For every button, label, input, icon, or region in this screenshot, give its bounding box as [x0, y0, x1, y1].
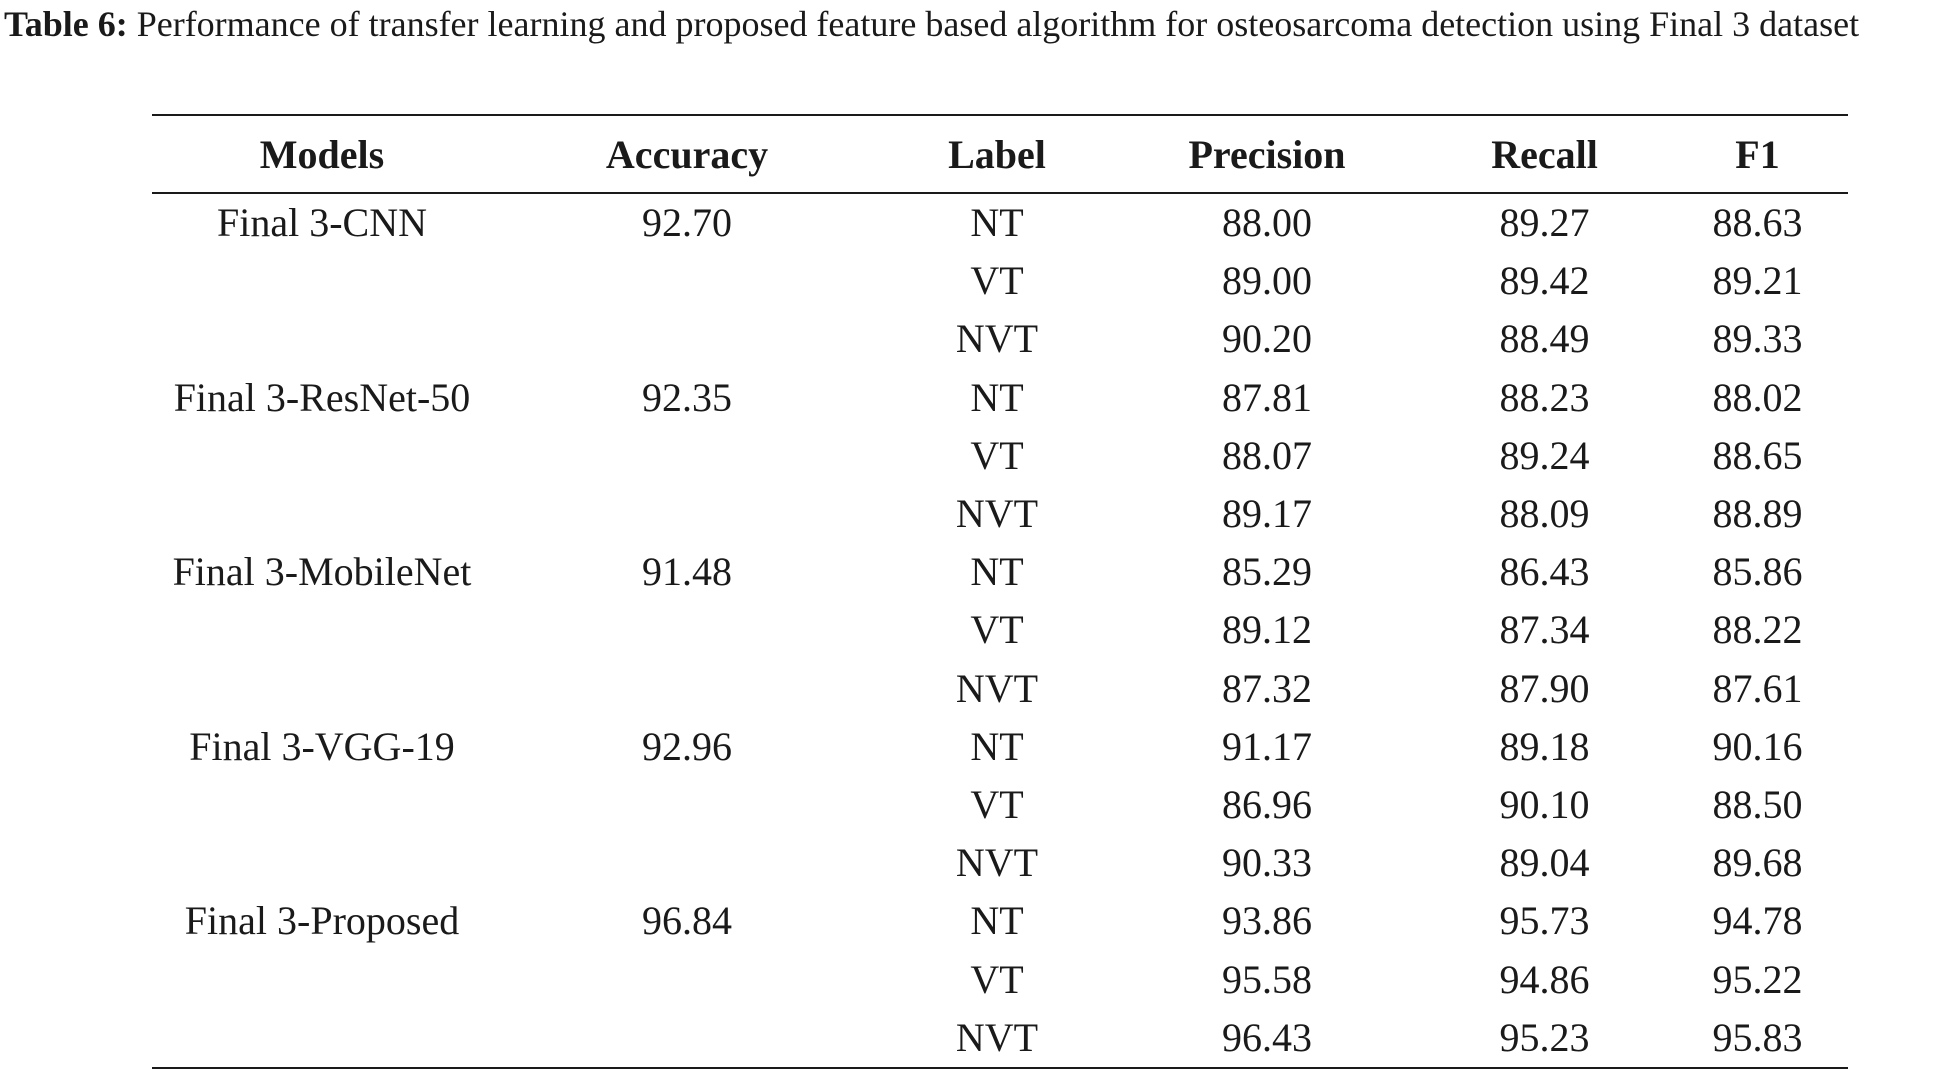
cell-accuracy: 91.48 — [642, 549, 732, 595]
header-precision: Precision — [1112, 115, 1422, 193]
cell-precision: 88.07 — [1222, 432, 1312, 478]
header-label: Label — [882, 115, 1112, 193]
cell-precision: 89.17 — [1222, 491, 1312, 537]
table-header-row — [152, 115, 1848, 193]
cell-f1: 88.22 — [1712, 607, 1803, 653]
cell-precision: 93.86 — [1222, 898, 1312, 944]
cell-precision: 87.81 — [1222, 374, 1312, 420]
header-f1: F1 — [1667, 115, 1848, 193]
cell-f1: 85.86 — [1712, 549, 1803, 595]
cell-precision: 90.20 — [1222, 316, 1312, 362]
cell-recall: 95.23 — [1422, 1009, 1667, 1068]
cell-f1: 88.89 — [1712, 491, 1803, 537]
cell-recall: 94.86 — [1499, 956, 1590, 1002]
cell-model — [152, 950, 492, 1008]
table-caption-text: Performance of transfer learning and proposed feature based algorithm for osteosarcoma detection using Final 3 dataset — [136, 4, 1860, 44]
cell-f1: 88.63 — [1712, 200, 1803, 246]
cell-recall: 89.24 — [1499, 432, 1590, 478]
cell-label: VT — [970, 432, 1024, 478]
table-row — [152, 427, 1848, 485]
cell-precision: 91.17 — [1222, 723, 1312, 769]
cell-label: NT — [970, 549, 1024, 595]
cell-model — [152, 776, 492, 834]
cell-label: VT — [970, 258, 1024, 304]
cell-precision: 96.43 — [1112, 1009, 1422, 1068]
cell-precision: 89.12 — [1222, 607, 1312, 653]
cell-recall: 87.90 — [1499, 665, 1590, 711]
cell-accuracy: 92.96 — [642, 723, 732, 769]
cell-label: NT — [970, 723, 1024, 769]
cell-label: NVT — [882, 1009, 1112, 1068]
table-row — [152, 834, 1848, 892]
table-row — [152, 369, 1848, 427]
cell-model — [152, 1009, 492, 1068]
cell-model: Final 3-Proposed — [184, 898, 460, 944]
cell-recall: 90.10 — [1499, 781, 1590, 827]
cell-accuracy — [492, 1009, 882, 1068]
cell-f1: 89.21 — [1712, 258, 1803, 304]
cell-accuracy — [492, 427, 882, 485]
table-row — [152, 776, 1848, 834]
cell-recall: 89.18 — [1499, 723, 1590, 769]
table-row — [152, 252, 1848, 310]
cell-recall: 86.43 — [1499, 549, 1590, 595]
cell-f1: 88.50 — [1712, 781, 1803, 827]
table-row — [152, 718, 1848, 776]
table-row — [152, 950, 1848, 1008]
cell-accuracy — [492, 776, 882, 834]
cell-model — [152, 834, 492, 892]
cell-label: NVT — [955, 491, 1039, 537]
cell-label: NT — [970, 374, 1024, 420]
cell-model — [152, 427, 492, 485]
cell-model — [152, 660, 492, 718]
cell-model — [152, 485, 492, 543]
table-row — [152, 892, 1848, 950]
cell-precision: 95.58 — [1222, 956, 1312, 1002]
header-models: Models — [152, 115, 492, 193]
cell-precision: 90.33 — [1222, 840, 1312, 886]
cell-f1: 89.68 — [1712, 840, 1803, 886]
cell-model: Final 3-CNN — [217, 200, 427, 246]
cell-f1: 88.65 — [1712, 432, 1803, 478]
cell-model — [152, 252, 492, 310]
table-caption — [4, 0, 1954, 49]
results-table-container — [152, 114, 1808, 1069]
cell-recall: 88.09 — [1499, 491, 1590, 537]
header-accuracy: Accuracy — [492, 115, 882, 193]
cell-accuracy: 92.70 — [642, 200, 732, 246]
cell-f1: 95.83 — [1667, 1009, 1848, 1068]
table-row — [152, 660, 1848, 718]
cell-recall: 88.23 — [1499, 374, 1590, 420]
cell-accuracy — [492, 485, 882, 543]
cell-accuracy — [492, 834, 882, 892]
cell-f1: 90.16 — [1712, 723, 1803, 769]
cell-model: Final 3-MobileNet — [172, 549, 472, 595]
cell-label: VT — [970, 781, 1024, 827]
cell-accuracy — [492, 252, 882, 310]
cell-label: NT — [970, 200, 1024, 246]
table-row — [152, 310, 1848, 368]
table-caption-label: Table 6: — [4, 4, 128, 44]
cell-label: VT — [970, 607, 1024, 653]
cell-f1: 89.33 — [1712, 316, 1803, 362]
cell-precision: 85.29 — [1222, 549, 1312, 595]
header-recall: Recall — [1422, 115, 1667, 193]
cell-accuracy: 92.35 — [642, 374, 732, 420]
cell-recall: 87.34 — [1499, 607, 1590, 653]
cell-recall: 95.73 — [1499, 898, 1590, 944]
cell-precision: 87.32 — [1222, 665, 1312, 711]
table-row — [152, 601, 1848, 659]
cell-recall: 89.04 — [1499, 840, 1590, 886]
cell-f1: 87.61 — [1712, 665, 1803, 711]
cell-model — [152, 310, 492, 368]
cell-precision: 86.96 — [1222, 781, 1312, 827]
cell-model — [152, 601, 492, 659]
table-body — [152, 193, 1848, 1068]
cell-label: NVT — [955, 665, 1039, 711]
cell-recall: 89.27 — [1499, 200, 1590, 246]
cell-f1: 94.78 — [1712, 898, 1803, 944]
cell-label: NVT — [955, 840, 1039, 886]
cell-f1: 88.02 — [1712, 374, 1803, 420]
table-row — [152, 485, 1848, 543]
cell-f1: 95.22 — [1712, 956, 1803, 1002]
cell-model: Final 3-ResNet-50 — [173, 374, 471, 420]
cell-label: NVT — [955, 316, 1039, 362]
cell-accuracy — [492, 310, 882, 368]
cell-label: NT — [970, 898, 1024, 944]
cell-model: Final 3-VGG-19 — [189, 723, 455, 769]
cell-precision: 88.00 — [1222, 200, 1312, 246]
table-row — [152, 543, 1848, 601]
table-row — [152, 193, 1848, 252]
cell-label: VT — [970, 956, 1024, 1002]
cell-accuracy — [492, 950, 882, 1008]
cell-recall: 89.42 — [1499, 258, 1590, 304]
cell-recall: 88.49 — [1499, 316, 1590, 362]
results-table — [152, 114, 1848, 1069]
cell-accuracy — [492, 601, 882, 659]
cell-precision: 89.00 — [1222, 258, 1312, 304]
table-row — [152, 1009, 1848, 1068]
cell-accuracy — [492, 660, 882, 718]
cell-accuracy: 96.84 — [642, 898, 732, 944]
